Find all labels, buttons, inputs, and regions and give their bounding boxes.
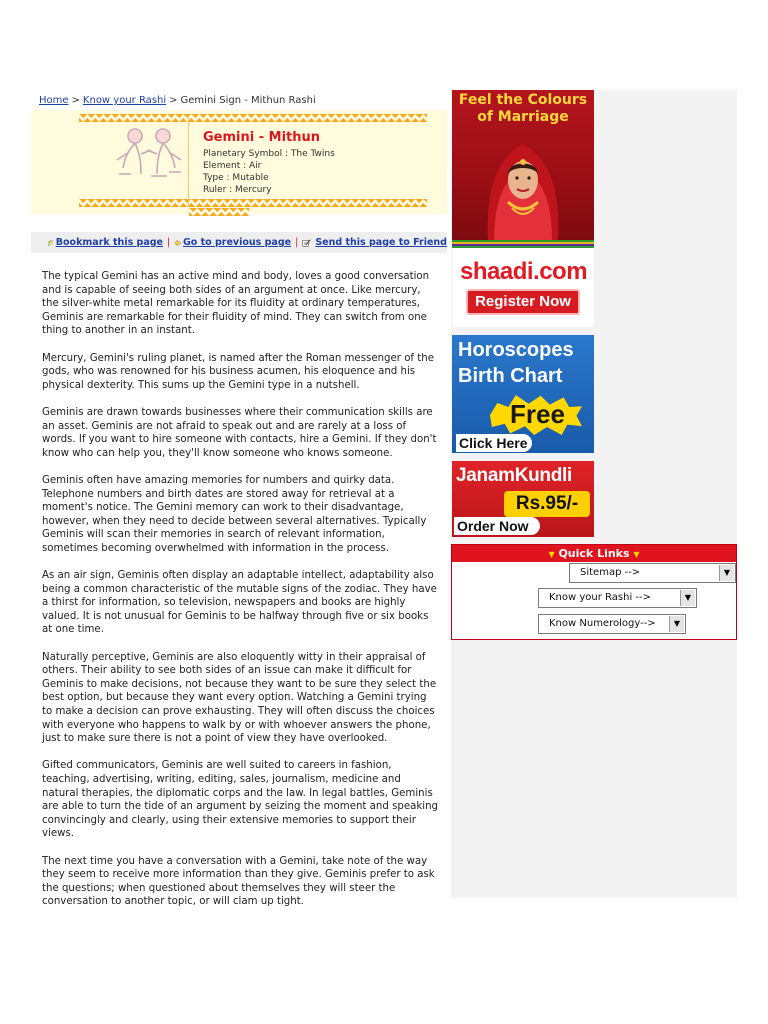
bride-image — [482, 130, 564, 242]
know-numerology-select[interactable] — [538, 614, 686, 634]
breadcrumb-know-rashi-link[interactable]: Know your Rashi — [82, 95, 167, 106]
breadcrumb-home-link[interactable]: Home — [39, 95, 69, 106]
click-here-button[interactable]: Click Here — [456, 434, 532, 452]
janamkundli-ad-banner[interactable] — [452, 461, 594, 537]
horoscope-ad-line2: Birth Chart — [458, 365, 563, 387]
article-paragraph: Naturally perceptive, Geminis are also eloquently witty in their appraisal of others. Their ability to see both sides of an issue can make it difficult for Geminis to make decisions, not because they want to be sure they select the best option, but because they want every option. Watching a Gemini trying to make a decision can prove exhausting. They will often discuss the choices with everyone who happens to walk by or with whoever answers the phone, just to make sure there is not a point of view they have overlooked. — [42, 651, 437, 745]
quick-links-header — [452, 545, 736, 562]
back-arrow-icon — [174, 237, 181, 249]
separator: | — [295, 237, 299, 248]
article-paragraph: The next time you have a conversation with a Gemini, take note of the way they seem to receive more information than they give. Geminis prefer to ask the questions; when questioned about themselves they will steer the conversation to another topic, or will clam up tight. — [42, 855, 435, 908]
shaadi-ad-banner[interactable] — [452, 90, 594, 327]
send-to-friend-link[interactable]: Send this page to Friend — [315, 237, 447, 248]
arrow-down-icon: ▼ — [548, 550, 555, 559]
shaadi-headline-line1: Feel the Colours — [458, 92, 588, 108]
sign-header — [31, 110, 447, 214]
planetary-symbol: Planetary Symbol : The Twins — [203, 149, 335, 159]
zigzag-border-bottom-tab — [189, 208, 249, 216]
sign-details — [203, 130, 335, 196]
send-note-icon — [302, 237, 311, 249]
quick-links-title: Quick Links — [558, 547, 630, 560]
article-paragraph: Mercury, Gemini's ruling planet, is named after the Roman messenger of the gods, who was renowned for his business acumen, his eloquence and his physical dexterity. This sums up the Gemini type in a nutshell. — [42, 352, 434, 391]
sign-type: Type : Mutable — [203, 173, 269, 183]
order-now-button[interactable]: Order Now — [454, 517, 540, 535]
article-paragraph: The typical Gemini has an active mind and body, loves a good conversation and is capable of seeing both sides of an argument at once. Like mercury, the silver-white metal remarkable for its fluidity at ordinary temperatures, Geminis are remarkable for their fluidity of mind. They can switch from one thing to another in an instant. — [42, 271, 430, 337]
shaadi-ad-headline — [452, 92, 594, 126]
gemini-twins-icon — [111, 124, 187, 182]
separator: | — [167, 237, 171, 248]
article-paragraph: Gifted communicators, Geminis are well suited to careers in fashion, teaching, advertising, writing, editing, sales, journalism, medicine and natural therapies, the diplomatic corps and the law. In legal battles, Geminis are able to turn the tide of an argument by seizing the moment and speaking convincingly and clearly, using their extensive memories to support their views. — [42, 760, 439, 840]
dropdown-arrow-icon[interactable]: ▼ — [669, 616, 684, 632]
bookmark-icon — [47, 237, 54, 249]
previous-page-link[interactable]: Go to previous page — [182, 237, 292, 248]
breadcrumb-current: Gemini Sign - Mithun Rashi — [180, 95, 316, 106]
article-paragraph: Geminis are drawn towards businesses where their communication skills are an asset. Geminis are not afraid to speak out and are rarely at a loss of words. If you want to hire someone with contacts, hire a Gemini. If they don't know who can help you, they'll know someone who knows someone. — [42, 406, 437, 459]
article-paragraph: Geminis often have amazing memories for numbers and quirky data. Telephone numbers and birth dates are stored away for retrieval at a moment's notice. The Gemini memory can work to their disadvantage, however, when they need to decide between several alternatives. Typically Geminis will scan their memories in search of relevant information, sometimes becoming overwhelmed with information in the process. — [42, 474, 427, 554]
ruler: Ruler : Mercury — [203, 185, 272, 195]
rashi-select-value: Know your Rashi --> — [549, 592, 651, 603]
register-now-button[interactable]: Register Now — [466, 289, 580, 315]
dropdown-arrow-icon[interactable]: ▼ — [680, 590, 695, 606]
free-badge: Free — [510, 399, 565, 429]
shaadi-headline-line2: of Marriage — [477, 109, 569, 125]
shaadi-ad-footer — [452, 248, 594, 327]
bookmark-link[interactable]: Bookmark this page — [55, 237, 163, 248]
horoscope-ad-banner[interactable] — [452, 335, 594, 453]
article-paragraph: As an air sign, Geminis often display an adaptable intellect, adaptability also being a common characteristic of the mutable signs of the zodiac. They have a thirst for information, so television, newspapers and books are highly valued. It is not unusual for Geminis to be halfway through five or six books at one time. — [42, 570, 437, 636]
sitemap-select[interactable] — [569, 563, 736, 583]
numerology-select-value: Know Numerology--> — [549, 618, 656, 629]
color-stripes — [452, 240, 594, 248]
divider — [188, 118, 189, 206]
arrow-down-icon: ▼ — [633, 550, 640, 559]
sign-title: Gemini - Mithun — [203, 130, 321, 145]
zigzag-border-top — [79, 114, 427, 122]
element: Element : Air — [203, 161, 262, 171]
janamkundli-title: JanamKundli — [456, 465, 572, 486]
zigzag-border-bottom — [79, 199, 427, 207]
breadcrumb-separator: > — [169, 95, 178, 106]
quick-links-panel — [451, 544, 737, 640]
dropdown-arrow-icon[interactable]: ▼ — [719, 565, 734, 581]
article-body — [42, 270, 438, 923]
page-actions-bar — [31, 232, 447, 253]
shaadi-logo: shaadi.com — [460, 258, 588, 285]
sitemap-select-value: Sitemap --> — [580, 567, 641, 578]
horoscope-ad-line1: Horoscopes — [458, 339, 574, 361]
breadcrumb — [39, 95, 316, 107]
know-your-rashi-select[interactable] — [538, 588, 697, 608]
breadcrumb-separator: > — [71, 95, 80, 106]
janamkundli-price: Rs.95/- — [504, 491, 590, 517]
